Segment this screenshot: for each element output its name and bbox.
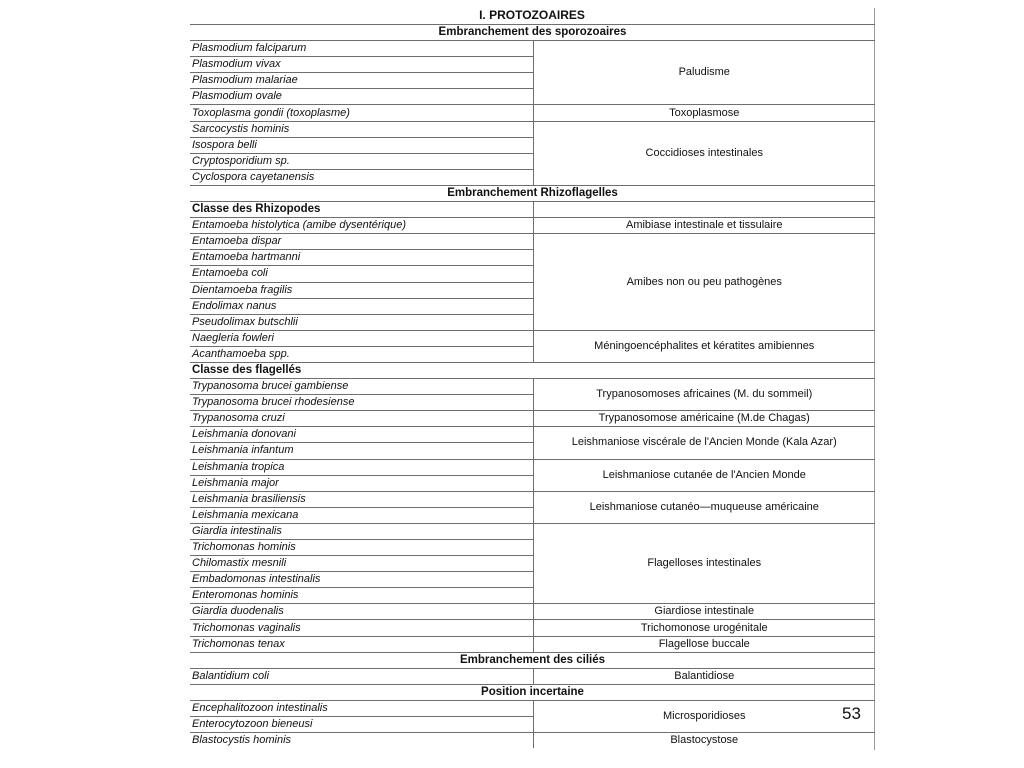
species-cell: Entamoeba coli xyxy=(190,266,533,282)
table-row xyxy=(190,700,875,716)
section-row xyxy=(190,684,875,700)
species-cell: Entamoeba dispar xyxy=(190,234,533,250)
disease-cell: Flagellose buccale xyxy=(533,636,875,652)
page-title: I. PROTOZOAIRES xyxy=(479,8,585,22)
table-row xyxy=(190,491,875,507)
disease-cell: Leishmaniose viscérale de l'Ancien Monde (Kala Azar) xyxy=(533,427,875,459)
species-cell: Leishmania donovani xyxy=(190,427,533,443)
species-cell: Trichomonas vaginalis xyxy=(190,620,533,636)
disease-cell: Flagelloses intestinales xyxy=(533,523,875,603)
species-cell: Embadomonas intestinalis xyxy=(190,572,533,588)
table-row xyxy=(190,668,875,684)
table-row xyxy=(190,379,875,395)
empty-cell xyxy=(533,202,875,218)
section-row xyxy=(190,25,875,41)
table-row xyxy=(190,620,875,636)
table-row xyxy=(190,218,875,234)
section-header-incertaine: Position incertaine xyxy=(190,684,875,700)
disease-cell: Méningoencéphalites et kératites amibiennes xyxy=(533,330,875,362)
disease-cell: Leishmaniose cutanée de l'Ancien Monde xyxy=(533,459,875,491)
species-cell: Entamoeba hartmanni xyxy=(190,250,533,266)
species-cell: Pseudolimax butschlii xyxy=(190,314,533,330)
species-cell: Plasmodium falciparum xyxy=(190,41,533,57)
class-row xyxy=(190,202,875,218)
section-header-rhizoflagelles: Embranchement Rhizoflagelles xyxy=(190,185,875,201)
table-row xyxy=(190,459,875,475)
species-cell: Entamoeba histolytica (amibe dysentérique) xyxy=(190,218,533,234)
class-row xyxy=(190,362,875,378)
disease-cell: Trypanosomose américaine (M.de Chagas) xyxy=(533,411,875,427)
species-cell: Cyclospora cayetanensis xyxy=(190,169,533,185)
species-cell: Plasmodium vivax xyxy=(190,57,533,73)
table-row xyxy=(190,121,875,137)
table-row xyxy=(190,427,875,443)
table-row xyxy=(190,636,875,652)
species-cell: Trichomonas hominis xyxy=(190,540,533,556)
disease-cell: Blastocystose xyxy=(533,733,875,749)
species-cell: Enteromonas hominis xyxy=(190,588,533,604)
disease-cell: Trypanosomoses africaines (M. du sommeil) xyxy=(533,379,875,411)
species-cell: Balantidium coli xyxy=(190,668,533,684)
species-cell: Trypanosoma brucei rhodesiense xyxy=(190,395,533,411)
species-cell: Sarcocystis hominis xyxy=(190,121,533,137)
species-cell: Trypanosoma brucei gambiense xyxy=(190,379,533,395)
disease-cell: Amibes non ou peu pathogènes xyxy=(533,234,875,331)
species-cell: Dientamoeba fragilis xyxy=(190,282,533,298)
disease-cell: Amibiase intestinale et tissulaire xyxy=(533,218,875,234)
table-row xyxy=(190,234,875,250)
table-row xyxy=(190,604,875,620)
table-row xyxy=(190,330,875,346)
table-row xyxy=(190,411,875,427)
species-cell: Trypanosoma cruzi xyxy=(190,411,533,427)
species-cell: Isospora belli xyxy=(190,137,533,153)
section-row xyxy=(190,652,875,668)
disease-cell: Paludisme xyxy=(533,41,875,105)
disease-cell: Microsporidioses xyxy=(533,700,875,732)
species-cell: Chilomastix mesnili xyxy=(190,556,533,572)
species-cell: Trichomonas tenax xyxy=(190,636,533,652)
species-cell: Naegleria fowleri xyxy=(190,330,533,346)
disease-cell: Coccidioses intestinales xyxy=(533,121,875,185)
species-cell: Giardia intestinalis xyxy=(190,523,533,539)
species-cell: Giardia duodenalis xyxy=(190,604,533,620)
disease-cell: Giardiose intestinale xyxy=(533,604,875,620)
section-header-cilies: Embranchement des ciliés xyxy=(190,652,875,668)
table-row xyxy=(190,41,875,57)
species-cell: Leishmania mexicana xyxy=(190,507,533,523)
species-cell: Cryptosporidium sp. xyxy=(190,153,533,169)
disease-cell: Trichomonose urogénitale xyxy=(533,620,875,636)
species-cell: Leishmania tropica xyxy=(190,459,533,475)
class-header-rhizopodes: Classe des Rhizopodes xyxy=(190,202,533,218)
species-cell: Leishmania infantum xyxy=(190,443,533,459)
species-cell: Blastocystis hominis xyxy=(190,733,533,749)
section-row xyxy=(190,185,875,201)
disease-cell: Toxoplasmose xyxy=(533,105,875,121)
species-cell: Leishmania major xyxy=(190,475,533,491)
species-cell: Leishmania brasiliensis xyxy=(190,491,533,507)
species-cell: Plasmodium malariae xyxy=(190,73,533,89)
disease-cell: Leishmaniose cutanéo—muqueuse américaine xyxy=(533,491,875,523)
species-cell: Endolimax nanus xyxy=(190,298,533,314)
species-cell: Toxoplasma gondii (toxoplasme) xyxy=(190,105,533,121)
table-row xyxy=(190,105,875,121)
species-cell: Acanthamoeba spp. xyxy=(190,346,533,362)
class-header-flagelles: Classe des flagellés xyxy=(190,362,875,378)
section-header-sporozoaires: Embranchement des sporozoaires xyxy=(190,25,875,41)
table-row xyxy=(190,733,875,749)
page-number: 53 xyxy=(842,704,861,723)
table-row xyxy=(190,523,875,539)
species-cell: Enterocytozoon bieneusi xyxy=(190,717,533,733)
species-cell: Plasmodium ovale xyxy=(190,89,533,105)
protozoa-table xyxy=(190,24,875,748)
species-cell: Encephalitozoon intestinalis xyxy=(190,700,533,716)
disease-cell: Balantidiose xyxy=(533,668,875,684)
